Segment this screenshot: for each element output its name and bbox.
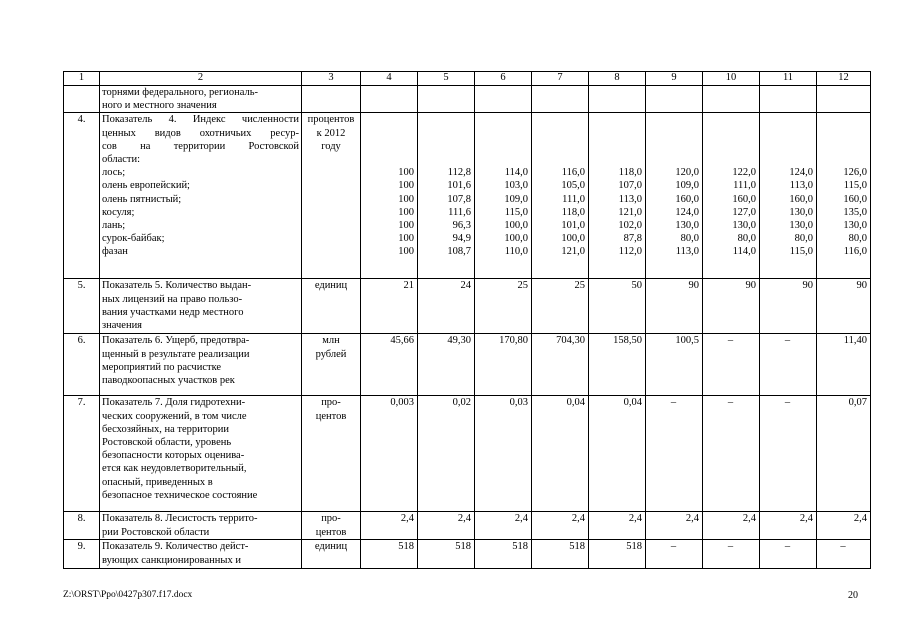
value-cell-col-4 bbox=[361, 334, 418, 396]
description-line: бесхозяйных, на территории bbox=[102, 423, 229, 435]
species-value: 116,0 bbox=[561, 167, 585, 179]
spacer-line bbox=[705, 153, 756, 166]
value-cell-col-8 bbox=[589, 113, 646, 279]
species-value: 107,0 bbox=[618, 180, 642, 192]
value-cell-col-7 bbox=[532, 86, 589, 113]
description-line: паводкоопасных участков рек bbox=[102, 375, 235, 387]
unit-line: центов bbox=[315, 410, 347, 422]
value-cell-col-12 bbox=[817, 113, 871, 279]
species-name: лось; bbox=[102, 167, 126, 179]
description-line: вующих санкционированных и bbox=[102, 554, 241, 566]
value-cell-col-11 bbox=[760, 540, 817, 569]
unit-of-measure bbox=[302, 540, 361, 569]
spacer-line bbox=[420, 153, 471, 166]
description-line: Показатель 7. Доля гидротехни- bbox=[102, 397, 246, 409]
spacer-line bbox=[762, 127, 813, 140]
species-name: олень пятнистый; bbox=[102, 193, 182, 205]
species-value: 160,0 bbox=[843, 193, 867, 205]
description-line: Показатель 9. Количество дейст- bbox=[102, 541, 249, 553]
column-header-6: 6 bbox=[475, 72, 532, 86]
description-line: мероприятий по расчистке bbox=[102, 361, 222, 373]
spacer-line bbox=[648, 153, 699, 166]
species-value: 130,0 bbox=[732, 220, 756, 232]
column-header-11: 11 bbox=[760, 72, 817, 86]
value-cell-col-9 bbox=[646, 540, 703, 569]
value-cell-col-10 bbox=[703, 512, 760, 540]
spacer-line bbox=[648, 127, 699, 140]
species-value: 118,0 bbox=[561, 206, 585, 218]
value-cell-col-4 bbox=[361, 113, 418, 279]
species-value: 80,0 bbox=[737, 233, 756, 245]
indicator-description bbox=[100, 512, 302, 540]
description-line: области: bbox=[102, 154, 141, 166]
species-value: 80,0 bbox=[794, 233, 813, 245]
species-value: 122,0 bbox=[732, 167, 756, 179]
value: – bbox=[670, 397, 677, 409]
description-line: Показатель 8. Лесистость террито- bbox=[102, 513, 258, 525]
table-row bbox=[64, 334, 871, 396]
spacer-line bbox=[477, 127, 528, 140]
value-cell-col-9 bbox=[646, 334, 703, 396]
description-line: безопасности которых оценива- bbox=[102, 450, 245, 462]
description-line: сов на территории Ростовской bbox=[102, 140, 299, 152]
value-cell-col-9 bbox=[646, 279, 703, 334]
column-header-4: 4 bbox=[361, 72, 418, 86]
row-number bbox=[64, 86, 100, 113]
value-cell-col-6 bbox=[475, 334, 532, 396]
species-value: 96,3 bbox=[452, 220, 471, 232]
value: 0,04 bbox=[566, 397, 585, 409]
spacer-line bbox=[705, 113, 756, 126]
value: – bbox=[670, 541, 677, 553]
species-value: 101,6 bbox=[447, 180, 471, 192]
indicator-description bbox=[100, 540, 302, 569]
spacer-line bbox=[363, 153, 414, 166]
unit-of-measure bbox=[302, 512, 361, 540]
species-value: 102,0 bbox=[618, 220, 642, 232]
value-cell-col-6 bbox=[475, 113, 532, 279]
value: – bbox=[727, 541, 734, 553]
spacer-line bbox=[762, 140, 813, 153]
species-value: 160,0 bbox=[675, 193, 699, 205]
value: – bbox=[784, 397, 791, 409]
value: 2,4 bbox=[400, 513, 414, 525]
value-cell-col-6 bbox=[475, 512, 532, 540]
value: 518 bbox=[569, 541, 585, 553]
description-line: ческих сооружений, в том числе bbox=[102, 410, 247, 422]
spacer-line bbox=[363, 113, 414, 126]
unit-of-measure bbox=[302, 279, 361, 334]
value-cell-col-5 bbox=[418, 540, 475, 569]
species-value: 118,0 bbox=[618, 167, 642, 179]
species-value: 111,6 bbox=[448, 206, 471, 218]
table-row bbox=[64, 86, 871, 113]
value-cell-col-7 bbox=[532, 279, 589, 334]
spacer-line bbox=[819, 113, 867, 126]
description-line: Показатель 4. Индекс численности bbox=[102, 114, 299, 126]
value-cell-col-8 bbox=[589, 86, 646, 113]
table-row bbox=[64, 113, 871, 279]
value-cell-col-5 bbox=[418, 512, 475, 540]
table-row bbox=[64, 279, 871, 334]
spacer-line bbox=[591, 140, 642, 153]
species-name: сурок-байбак; bbox=[102, 233, 165, 245]
species-value: 135,0 bbox=[843, 206, 867, 218]
column-header-3: 3 bbox=[302, 72, 361, 86]
value-cell-col-10 bbox=[703, 540, 760, 569]
species-value: 94,9 bbox=[452, 233, 471, 245]
indicator-description bbox=[100, 334, 302, 396]
species-value: 100,0 bbox=[504, 233, 528, 245]
species-value: 108,7 bbox=[447, 246, 471, 258]
value: 158,50 bbox=[613, 335, 642, 347]
species-value: 80,0 bbox=[848, 233, 867, 245]
value-cell-col-10 bbox=[703, 279, 760, 334]
species-name: лань; bbox=[102, 220, 126, 232]
description-line: ных лицензий на право пользо- bbox=[102, 293, 243, 305]
species-value: 113,0 bbox=[618, 193, 642, 205]
species-value: 107,8 bbox=[447, 193, 471, 205]
description-line: Показатель 6. Ущерб, предотвра- bbox=[102, 335, 250, 347]
spacer-line bbox=[648, 113, 699, 126]
value-cell-col-8 bbox=[589, 540, 646, 569]
spacer-line bbox=[819, 153, 867, 166]
value-cell-col-12 bbox=[817, 334, 871, 396]
species-value: 126,0 bbox=[843, 167, 867, 179]
species-value: 121,0 bbox=[618, 206, 642, 218]
species-value: 100 bbox=[398, 193, 414, 205]
description-line: рии Ростовской области bbox=[102, 526, 210, 538]
unit-of-measure bbox=[302, 113, 361, 279]
indicator-table bbox=[63, 71, 871, 569]
value: 0,02 bbox=[452, 397, 471, 409]
value: 0,07 bbox=[848, 397, 867, 409]
value-cell-col-9 bbox=[646, 86, 703, 113]
value-cell-col-7 bbox=[532, 113, 589, 279]
spacer-line bbox=[363, 127, 414, 140]
species-name: фазан bbox=[102, 246, 128, 258]
value: 21 bbox=[403, 280, 414, 292]
description-line: опасный, приведенных в bbox=[102, 476, 213, 488]
row-number: 8. bbox=[64, 512, 100, 540]
description-line: Ростовской области, уровень bbox=[102, 437, 232, 449]
value-cell-col-6 bbox=[475, 279, 532, 334]
value-cell-col-7 bbox=[532, 540, 589, 569]
value: 49,30 bbox=[447, 335, 471, 347]
value: 170,80 bbox=[499, 335, 528, 347]
unit-line: рублей bbox=[315, 348, 347, 360]
column-header-8: 8 bbox=[589, 72, 646, 86]
column-header-10: 10 bbox=[703, 72, 760, 86]
species-value: 120,0 bbox=[675, 167, 699, 179]
species-value: 116,0 bbox=[843, 246, 867, 258]
value-cell-col-6 bbox=[475, 540, 532, 569]
value: 90 bbox=[856, 280, 867, 292]
value: 704,30 bbox=[556, 335, 585, 347]
value: 2,4 bbox=[742, 513, 756, 525]
spacer-line bbox=[591, 113, 642, 126]
value-cell-col-11 bbox=[760, 113, 817, 279]
spacer-line bbox=[420, 127, 471, 140]
row-number: 9. bbox=[64, 540, 100, 569]
value-cell-col-6 bbox=[475, 396, 532, 512]
value: 24 bbox=[460, 280, 471, 292]
spacer-line bbox=[534, 127, 585, 140]
row-number: 5. bbox=[64, 279, 100, 334]
species-value: 124,0 bbox=[675, 206, 699, 218]
unit-of-measure bbox=[302, 396, 361, 512]
value-cell-col-9 bbox=[646, 113, 703, 279]
value-cell-col-8 bbox=[589, 334, 646, 396]
species-value: 130,0 bbox=[843, 220, 867, 232]
species-value: 114,0 bbox=[732, 246, 756, 258]
value: 100,5 bbox=[675, 335, 699, 347]
value: 2,4 bbox=[457, 513, 471, 525]
value-cell-col-5 bbox=[418, 334, 475, 396]
value-cell-col-7 bbox=[532, 512, 589, 540]
value-cell-col-4 bbox=[361, 540, 418, 569]
species-name: олень европейский; bbox=[102, 180, 190, 192]
value: 50 bbox=[631, 280, 642, 292]
species-value: 130,0 bbox=[789, 206, 813, 218]
value: – bbox=[727, 397, 734, 409]
species-value: 103,0 bbox=[504, 180, 528, 192]
value: 2,4 bbox=[685, 513, 699, 525]
row-number: 7. bbox=[64, 396, 100, 512]
description-line: щенный в результате реализации bbox=[102, 348, 250, 360]
description-line: Показатель 5. Количество выдан- bbox=[102, 280, 252, 292]
unit-of-measure bbox=[302, 86, 361, 113]
value-cell-col-11 bbox=[760, 396, 817, 512]
species-value: 80,0 bbox=[680, 233, 699, 245]
species-value: 112,8 bbox=[447, 167, 471, 179]
species-value: 111,0 bbox=[562, 193, 585, 205]
value: – bbox=[784, 335, 791, 347]
species-value: 109,0 bbox=[504, 193, 528, 205]
species-value: 115,0 bbox=[789, 246, 813, 258]
description-line: ется как неудовлетворительный, bbox=[102, 463, 247, 475]
column-header-12: 12 bbox=[817, 72, 871, 86]
spacer-line bbox=[762, 113, 813, 126]
description-line: значения bbox=[102, 320, 143, 332]
value-cell-col-5 bbox=[418, 396, 475, 512]
value-cell-col-6 bbox=[475, 86, 532, 113]
value: 11,40 bbox=[843, 335, 867, 347]
value-cell-col-9 bbox=[646, 512, 703, 540]
value: 0,003 bbox=[390, 397, 414, 409]
value: 518 bbox=[626, 541, 642, 553]
value: 25 bbox=[517, 280, 528, 292]
species-value: 101,0 bbox=[561, 220, 585, 232]
species-value: 100 bbox=[398, 180, 414, 192]
value-cell-col-5 bbox=[418, 113, 475, 279]
unit-line: про- bbox=[321, 513, 341, 525]
unit-of-measure bbox=[302, 334, 361, 396]
value: 518 bbox=[512, 541, 528, 553]
species-value: 100 bbox=[398, 233, 414, 245]
species-value: 113,0 bbox=[789, 180, 813, 192]
species-value: 100,0 bbox=[504, 220, 528, 232]
species-value: 109,0 bbox=[675, 180, 699, 192]
value-cell-col-11 bbox=[760, 86, 817, 113]
unit-line: единиц bbox=[314, 280, 348, 292]
value-cell-col-12 bbox=[817, 396, 871, 512]
value: – bbox=[840, 541, 846, 553]
species-value: 124,0 bbox=[789, 167, 813, 179]
species-value: 100 bbox=[398, 246, 414, 258]
unit-line: единиц bbox=[314, 541, 348, 553]
value-cell-col-8 bbox=[589, 279, 646, 334]
column-header-1: 1 bbox=[64, 72, 100, 86]
value: 90 bbox=[688, 280, 699, 292]
description-line: вания участками недр местного bbox=[102, 306, 244, 318]
species-value: 100 bbox=[398, 167, 414, 179]
value: 2,4 bbox=[799, 513, 813, 525]
species-value: 115,0 bbox=[843, 180, 867, 192]
spacer-line bbox=[819, 140, 867, 153]
spacer-line bbox=[534, 113, 585, 126]
indicator-description bbox=[100, 396, 302, 512]
species-value: 130,0 bbox=[675, 220, 699, 232]
value-cell-col-4 bbox=[361, 512, 418, 540]
value: 2,4 bbox=[571, 513, 585, 525]
unit-line: центов bbox=[315, 526, 347, 538]
page-number: 20 bbox=[848, 590, 858, 601]
value-cell-col-5 bbox=[418, 86, 475, 113]
value: 0,04 bbox=[623, 397, 642, 409]
indicator-description bbox=[100, 86, 302, 113]
description-line: безопасное техническое состояние bbox=[102, 489, 258, 501]
value: 45,66 bbox=[390, 335, 414, 347]
species-value: 110,0 bbox=[504, 246, 528, 258]
species-value: 113,0 bbox=[675, 246, 699, 258]
column-header-7: 7 bbox=[532, 72, 589, 86]
spacer-line bbox=[477, 140, 528, 153]
header-row bbox=[64, 72, 871, 86]
value-cell-col-10 bbox=[703, 396, 760, 512]
value-cell-col-12 bbox=[817, 540, 871, 569]
value-cell-col-10 bbox=[703, 334, 760, 396]
value-cell-col-7 bbox=[532, 396, 589, 512]
value: 2,4 bbox=[853, 513, 867, 525]
species-value: 130,0 bbox=[789, 220, 813, 232]
column-header-2: 2 bbox=[100, 72, 302, 86]
value: 25 bbox=[574, 280, 585, 292]
spacer-line bbox=[819, 127, 867, 140]
value-cell-col-12 bbox=[817, 86, 871, 113]
species-value: 100 bbox=[398, 220, 414, 232]
value-cell-col-11 bbox=[760, 334, 817, 396]
value-cell-col-4 bbox=[361, 279, 418, 334]
unit-line: к 2012 bbox=[316, 127, 346, 139]
species-value: 105,0 bbox=[561, 180, 585, 192]
species-value: 111,0 bbox=[733, 180, 756, 192]
species-value: 114,0 bbox=[504, 167, 528, 179]
value-cell-col-12 bbox=[817, 512, 871, 540]
value-cell-col-4 bbox=[361, 396, 418, 512]
species-value: 100,0 bbox=[561, 233, 585, 245]
spacer-line bbox=[705, 140, 756, 153]
value: 0,03 bbox=[509, 397, 528, 409]
value: 518 bbox=[398, 541, 414, 553]
indicator-description bbox=[100, 279, 302, 334]
species-value: 127,0 bbox=[732, 206, 756, 218]
unit-line: млн bbox=[322, 335, 340, 347]
spacer-line bbox=[420, 140, 471, 153]
spacer-line bbox=[591, 127, 642, 140]
table-row bbox=[64, 396, 871, 512]
spacer-line bbox=[477, 113, 528, 126]
species-value: 112,0 bbox=[618, 246, 642, 258]
value-cell-col-7 bbox=[532, 334, 589, 396]
value-cell-col-8 bbox=[589, 512, 646, 540]
value-cell-col-9 bbox=[646, 396, 703, 512]
spacer-line bbox=[705, 127, 756, 140]
column-header-9: 9 bbox=[646, 72, 703, 86]
spacer-line bbox=[363, 140, 414, 153]
table-row bbox=[64, 540, 871, 569]
species-value: 100 bbox=[398, 206, 414, 218]
unit-line: про- bbox=[321, 397, 341, 409]
row-number: 4. bbox=[64, 113, 100, 279]
spacer-line bbox=[477, 153, 528, 166]
value: – bbox=[727, 335, 734, 347]
spacer-line bbox=[534, 140, 585, 153]
value-cell-col-11 bbox=[760, 279, 817, 334]
value: 2,4 bbox=[628, 513, 642, 525]
description-line: ценных видов охотничьих ресур- bbox=[102, 127, 299, 139]
value-cell-col-10 bbox=[703, 86, 760, 113]
file-path-footer: Z:\ORST\Ppo\0427p307.f17.docx bbox=[63, 590, 193, 600]
species-value: 121,0 bbox=[561, 246, 585, 258]
value-cell-col-4 bbox=[361, 86, 418, 113]
value: – bbox=[784, 541, 791, 553]
spacer-line bbox=[591, 153, 642, 166]
spacer-line bbox=[534, 153, 585, 166]
species-name: косуля; bbox=[102, 206, 135, 218]
column-header-5: 5 bbox=[418, 72, 475, 86]
value: 2,4 bbox=[514, 513, 528, 525]
species-value: 160,0 bbox=[732, 193, 756, 205]
value-cell-col-11 bbox=[760, 512, 817, 540]
species-value: 160,0 bbox=[789, 193, 813, 205]
species-value: 115,0 bbox=[504, 206, 528, 218]
value: 518 bbox=[455, 541, 471, 553]
species-value: 87,8 bbox=[623, 233, 642, 245]
value-cell-col-8 bbox=[589, 396, 646, 512]
unit-line: процентов bbox=[307, 114, 355, 126]
spacer-line bbox=[762, 153, 813, 166]
table-row bbox=[64, 512, 871, 540]
spacer-line bbox=[648, 140, 699, 153]
description-line: торнями федерального, региональ- bbox=[102, 87, 259, 98]
spacer-line bbox=[420, 113, 471, 126]
indicator-description bbox=[100, 113, 302, 279]
value-cell-col-10 bbox=[703, 113, 760, 279]
unit-line: году bbox=[321, 140, 341, 152]
value-cell-col-12 bbox=[817, 279, 871, 334]
value: 90 bbox=[745, 280, 756, 292]
value: 90 bbox=[802, 280, 813, 292]
row-number: 6. bbox=[64, 334, 100, 396]
value-cell-col-5 bbox=[418, 279, 475, 334]
description-line: ного и местного значения bbox=[102, 100, 217, 112]
